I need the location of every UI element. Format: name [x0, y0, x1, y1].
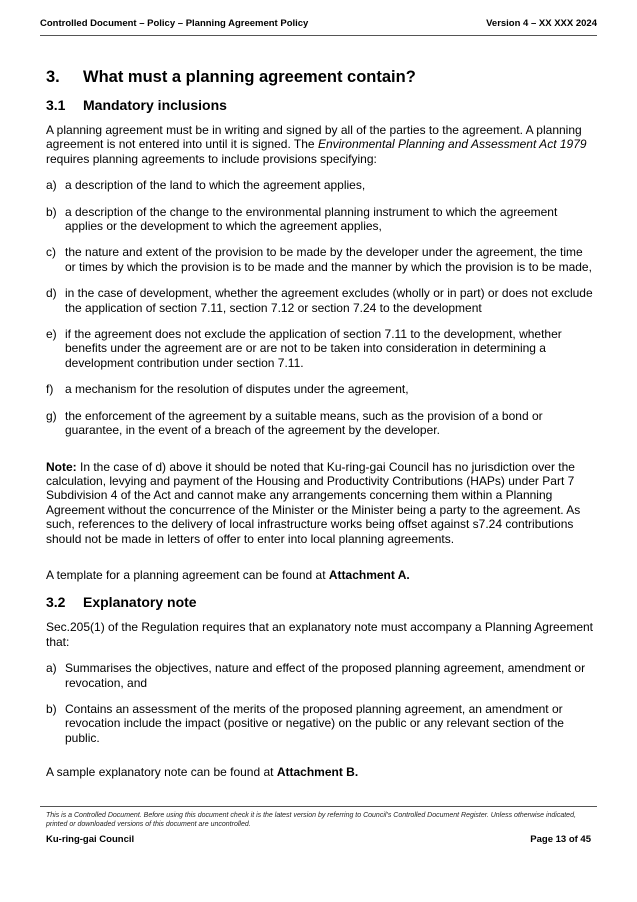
- running-header: [40, 18, 597, 29]
- note-text: In the case of d) above it should be noted that Ku-ring-gai Council has no jurisdiction over the calculation, levying and payment of the Housing and Productivity Contributions (HAPs) under Part 7 Subdivision 4 of the Act and cannot make any arrangements concerning them within a Planning Agreement without the concurrence of the Minister or the Minister being a party to the agreement. As such, references to the delivery of local infrastructure works being offset against s7.24 contributions should not be made in letters of offer to enter into local planning agreements.: [46, 459, 581, 546]
- list-marker: b): [46, 204, 57, 219]
- page-body: [46, 68, 594, 792]
- section-3-title: What must a planning agreement contain?: [83, 68, 416, 86]
- footer-organisation: Ku-ring-gai Council: [46, 834, 135, 845]
- section-3-1-number: 3.1: [46, 97, 66, 113]
- list-marker: a): [46, 178, 57, 193]
- running-footer: [46, 834, 591, 845]
- act-name: Environmental Planning and Assessment Act 1979: [317, 137, 587, 152]
- list-item-text: the enforcement of the agreement by a suitable means, such as the provision of a bond or guarantee, in the event of a breach of the agreement by the developer.: [65, 408, 543, 438]
- mandatory-list: [46, 178, 594, 437]
- section-3-2-heading: [46, 594, 594, 610]
- list-item: [46, 286, 594, 315]
- list-marker: g): [46, 408, 57, 423]
- list-item: [46, 178, 594, 192]
- section-3-2-number: 3.2: [46, 594, 66, 611]
- list-item-text: a mechanism for the resolution of disputes under the agreement,: [65, 382, 409, 397]
- list-marker: a): [46, 661, 57, 676]
- list-item-text: a description of the land to which the agreement applies,: [65, 178, 366, 193]
- list-item: [46, 205, 594, 234]
- list-item-text: in the case of development, whether the agreement excludes (wholly or in part) or does not exclude the application of section 7.11, section 7.12 or section 7.24 to the development: [65, 286, 593, 315]
- list-item: [46, 661, 594, 690]
- list-marker: b): [46, 701, 57, 716]
- list-item: [46, 245, 594, 274]
- section-3-2-title: Explanatory note: [83, 594, 197, 611]
- explanatory-intro-paragraph: Sec.205(1) of the Regulation requires that an explanatory note must accompany a Planning Agreement that:: [46, 620, 594, 649]
- template-text: A template for a planning agreement can be found at: [46, 567, 329, 582]
- controlled-document-disclaimer: This is a Controlled Document. Before using this document check it is the latest version by referring to Council’s Controlled Document Register. Unless otherwise indicated, printed or downloaded versions of this document are uncontrolled.: [46, 812, 576, 828]
- list-marker: e): [46, 327, 57, 342]
- template-paragraph: [46, 568, 594, 582]
- section-3-number: 3.: [46, 68, 60, 86]
- list-item: [46, 702, 594, 745]
- header-document-title: Controlled Document – Policy – Planning Agreement Policy: [40, 18, 309, 29]
- attachment-a-ref: Attachment A.: [328, 567, 410, 582]
- list-item: [46, 382, 594, 396]
- list-item-text: the nature and extent of the provision to be made by the developer under the agreement, the time or times by which the provision is to be made and the manner by which the provision is to be made,: [65, 245, 592, 274]
- note-label: Note:: [46, 459, 77, 474]
- intro-text-a: A planning agreement must be in writing and signed by all of the parties to the agreement. A planning agreement is not entered into until it is signed. The: [46, 123, 582, 152]
- list-item-text: Contains an assessment of the merits of the proposed planning agreement, an amendment or revocation include the impact (positive or negative) on the public or any relevant section of the public.: [65, 701, 564, 745]
- list-item-text: Summarises the objectives, nature and effect of the proposed planning agreement, amendment or revocation, and: [65, 661, 586, 690]
- header-divider: [40, 35, 597, 36]
- note-paragraph: [46, 460, 594, 546]
- explanatory-list: [46, 661, 594, 745]
- list-item-text: a description of the change to the environmental planning instrument to which the agreement applies or the development to which the agreement applies,: [65, 204, 558, 234]
- intro-text-b: requires planning agreements to include provisions specifying:: [46, 151, 377, 166]
- sample-text: A sample explanatory note can be found at: [46, 765, 277, 780]
- section-3-1-heading: [46, 97, 594, 113]
- footer-divider: [40, 806, 597, 807]
- header-version: Version 4 – XX XXX 2024: [486, 18, 597, 29]
- section-3-1-title: Mandatory inclusions: [83, 97, 227, 113]
- list-item-text: if the agreement does not exclude the application of section 7.11 to the development, whether benefits under the agreement are or are not to be taken into consideration in determining a development contribution under section 7.11.: [65, 327, 562, 370]
- list-marker: f): [46, 382, 54, 397]
- list-item: [46, 409, 594, 438]
- section-3-heading: [46, 68, 594, 87]
- list-item: [46, 327, 594, 370]
- attachment-b-ref: Attachment B.: [276, 765, 359, 780]
- sample-paragraph: [46, 765, 594, 779]
- list-marker: c): [46, 245, 56, 260]
- page-number: Page 13 of 45: [530, 834, 591, 845]
- list-marker: d): [46, 286, 57, 301]
- mandatory-intro-paragraph: [46, 123, 594, 166]
